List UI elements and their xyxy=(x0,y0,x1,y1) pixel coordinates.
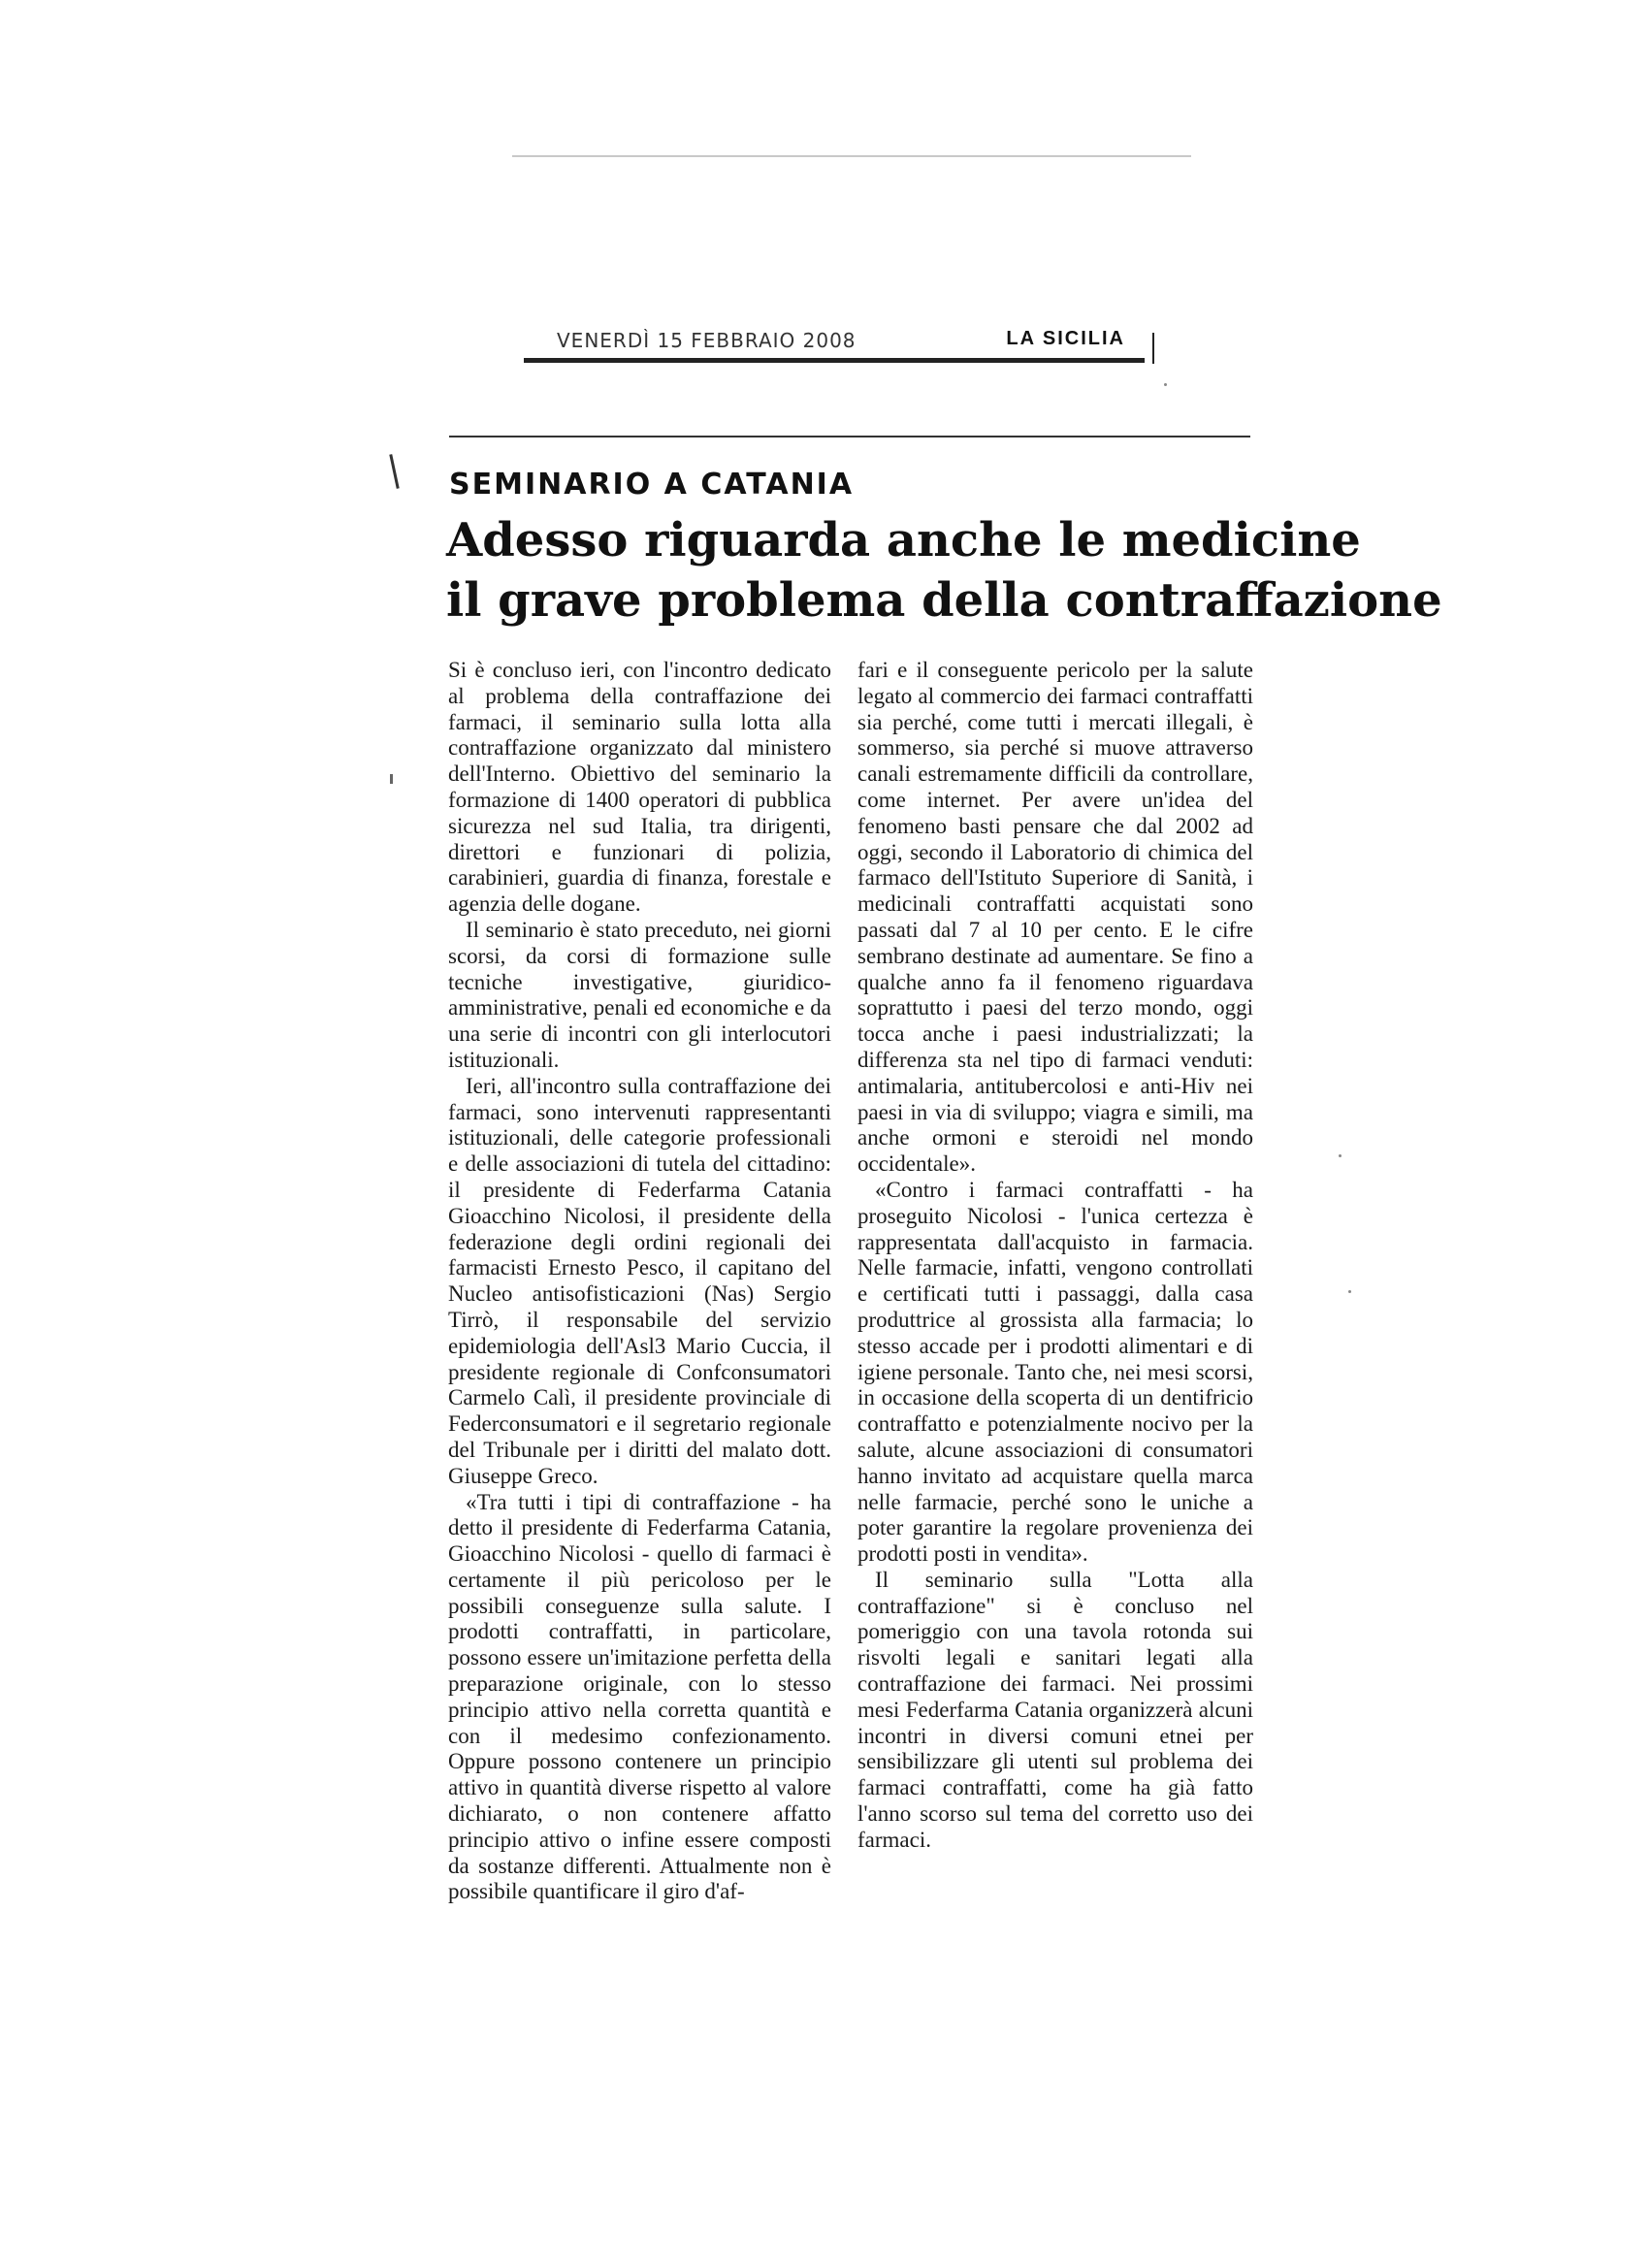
dateline-tick xyxy=(1152,333,1154,364)
article-column-right xyxy=(857,658,1253,1854)
paragraph: «Tra tutti i tipi di contraffazione - ha detto il presidente di Federfarma Catania, Gioacchino Nicolosi - quello di farmaci è certamente il più pericoloso per le possibili conseguenze sulla salute. I prodotti contraffatti, in particolare, possono essere un'imitazione perfetta della preparazione originale, con lo stesso principio attivo nella corretta quantità e con il medesimo confezionamento. Oppure possono contenere un principio attivo in quantità diverse rispetto al valore dichiarato, o non contenere affatto principio attivo o infine essere composti da sostanze differenti. Attualmente non è possibile quantificare il giro d'af- xyxy=(448,1489,831,1904)
scan-speck xyxy=(1348,1290,1351,1293)
scan-edge-line xyxy=(512,155,1191,157)
paragraph: Il seminario è stato preceduto, nei giorni scorsi, da corsi di formazione sulle tecniche investigative, giuridico-amministrative, penali ed economiche e da una serie di incontri con gli interlocutori istituzionali. xyxy=(448,917,831,1072)
article-kicker: SEMINARIO A CATANIA xyxy=(449,468,855,502)
article-headline xyxy=(446,510,1442,631)
scan-speck xyxy=(1164,383,1167,386)
newspaper-dateline xyxy=(524,323,1154,368)
paragraph: fari e il conseguente pericolo per la salute legato al commercio dei farmaci contraffatti sia perché, come tutti i mercati illegali, è sommerso, sia perché si muove attraverso canali estremamente difficili da controllare, come internet. Per avere un'idea del fenomeno basti pensare che dal 2002 ad oggi, secondo il Laboratorio di chimica del farmaco dell'Istituto Superiore di Sanità, i medicinali contraffatti acquistati sono passati dal 7 al 10 per cento. E le cifre sembrano destinate ad aumentare. Se fino a qualche anno fa il fenomeno riguardava soprattutto i paesi del terzo mondo, oggi tocca anche i paesi industrializzati; la differenza sta nel tipo di farmaci venduti: antimalaria, antitubercolosi e anti-Hiv nei paesi in via di sviluppo; viagra e simili, ma anche ormoni e steroidi nel mondo occidentale». xyxy=(857,658,1253,1177)
paragraph: Il seminario sulla "Lotta alla contraffazione" si è concluso nel pomeriggio con una tavola rotonda sui risvolti legali e sanitari legati alla contraffazione dei farmaci. Nei prossimi mesi Federfarma Catania organizzerà alcuni incontri in diversi comuni etnei per sensibilizzare gli utenti sul problema dei farmaci contraffatti, come ha già fatto l'anno scorso sul tema del corretto uso dei farmaci. xyxy=(857,1567,1253,1852)
paragraph: Ieri, all'incontro sulla contraffazione dei farmaci, sono intervenuti rappresentanti istituzionali, delle categorie professionali e delle associazioni di tutela del cittadino: il presidente di Federfarma Catania Gioacchino Nicolosi, il presidente della federazione degli ordini regionali dei farmacisti Ernesto Pesco, il capitano del Nucleo antisofisticazioni (Nas) Sergio Tirrò, il responsabile del servizio epidemiologia dell'Asl3 Mario Cuccia, il presidente regionale di Confconsumatori Carmelo Calì, il presidente provinciale di Federconsumatori e il segretario regionale del Tribunale per i diritti del malato dott. Giuseppe Greco. xyxy=(448,1073,831,1488)
dateline-rule xyxy=(524,358,1145,363)
paragraph: Si è concluso ieri, con l'incontro dedicato al problema della contraffazione dei farmaci, il seminario sulla lotta alla contraffazione organizzato dal ministero dell'Interno. Obiettivo del seminario la formazione di 1400 operatori di pubblica sicurezza nel sud Italia, tra dirigenti, direttori e funzionari di polizia, carabinieri, guardia di finanza, forestale e agenzia delle dogane. xyxy=(448,658,831,917)
scan-mark xyxy=(389,454,399,489)
scan-speck xyxy=(1339,1154,1342,1157)
scan-mark xyxy=(390,774,393,784)
article-top-rule xyxy=(449,436,1250,437)
newspaper-name: LA SICILIA xyxy=(1006,328,1125,349)
headline-line-1: Adesso riguarda anche le medicine xyxy=(446,513,1361,567)
publication-date: VENERDÌ 15 FEBBRAIO 2008 xyxy=(557,329,857,352)
article-column-left xyxy=(448,658,831,1905)
headline-line-2: il grave problema della contraffazione xyxy=(446,573,1442,628)
paragraph: «Contro i farmaci contraffatti - ha proseguito Nicolosi - l'unica certezza è rappresentata dall'acquisto in farmacia. Nelle farmacie, infatti, vengono controllati e certificati tutti i passaggi, dalla casa produttrice al grossista alla farmacia; lo stesso accade per i prodotti alimentari e di igiene personale. Tanto che, nei mesi scorsi, in occasione della scoperta di un dentifricio contraffatto e potenzialmente nocivo per la salute, alcune associazioni di consumatori hanno invitato ad acquistare quella marca nelle farmacie, perché sono le uniche a poter garantire la regolare provenienza dei prodotti posti in vendita». xyxy=(857,1177,1253,1567)
